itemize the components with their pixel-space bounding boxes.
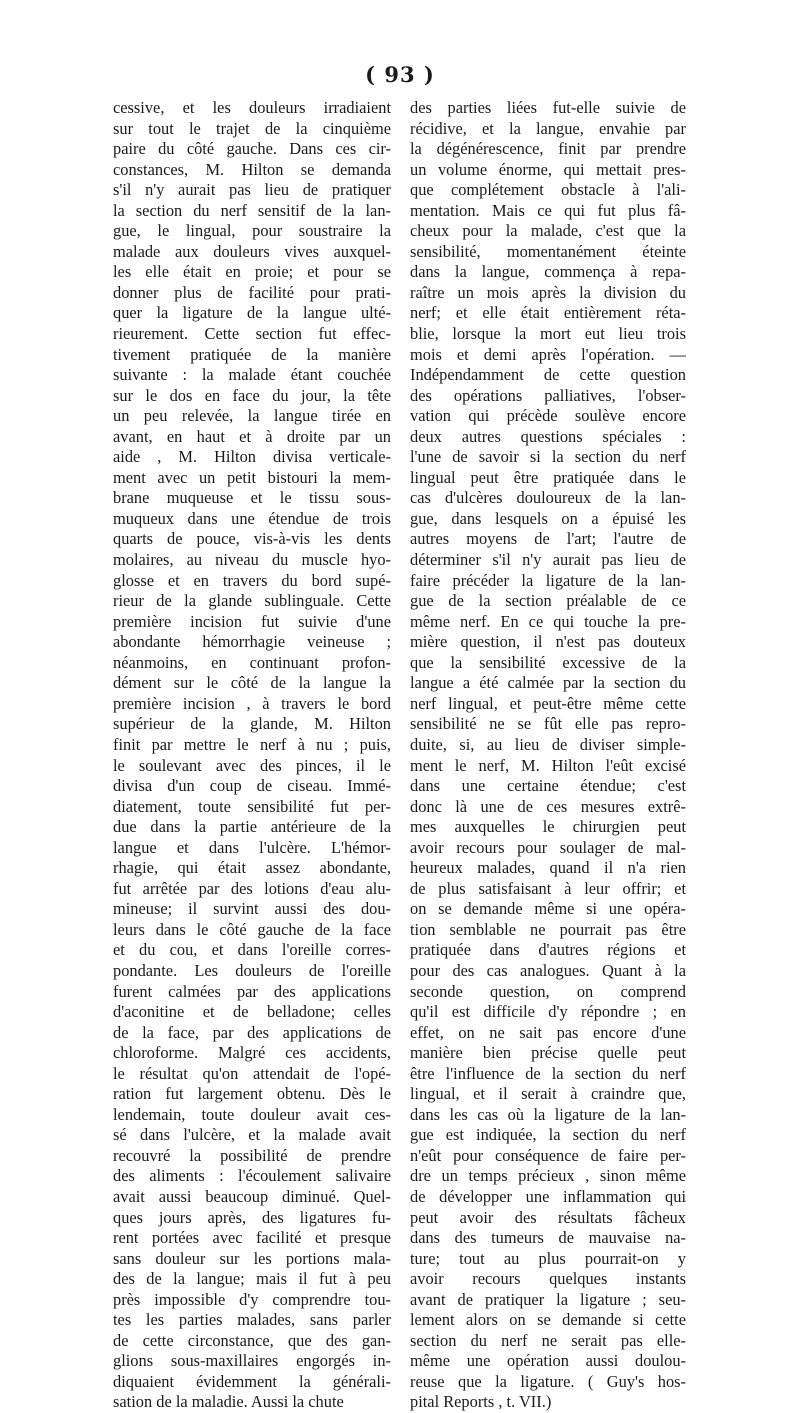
text-line: nerf; et elle était entièrement réta- — [410, 303, 686, 323]
text-line: vation qui précède soulève encore — [410, 406, 686, 426]
text-line: être l'influence de la section du nerf — [410, 1063, 686, 1083]
text-line: heureux malades, quand il n'a rien — [410, 858, 686, 878]
text-line: ture; tout au plus pourrait-on y — [410, 1248, 686, 1268]
text-line: muqueux dans une étendue de trois — [113, 508, 391, 528]
text-line: constances, M. Hilton se demanda — [113, 159, 391, 179]
text-line: rent portées avec facilité et presque — [113, 1228, 391, 1248]
text-line: brane muqueuse et le tissu sous- — [113, 488, 391, 508]
text-line: pour des cas analogues. Quant à la — [410, 960, 686, 980]
text-line: que la sensibilité excessive de la — [410, 652, 686, 672]
text-line: avant de pratiquer la ligature ; seu- — [410, 1289, 686, 1309]
text-line: mentation. Mais ce qui fut plus fâ- — [410, 200, 686, 220]
text-line: de développer une inflammation qui — [410, 1186, 686, 1206]
text-line: d'aconitine et de belladone; celles — [113, 1002, 391, 1022]
text-line: malade aux douleurs vives auxquel- — [113, 241, 391, 261]
text-line: première incision fut suivie d'une — [113, 611, 391, 631]
text-line: quarts de pouce, vis-à-vis les dents — [113, 529, 391, 549]
text-line: sé dans l'ulcère, et la malade avait — [113, 1125, 391, 1145]
text-line: deux autres questions spéciales : — [410, 426, 686, 446]
text-line: le résultat qu'on attendait de l'opé- — [113, 1063, 391, 1083]
text-line: dans les cas où la ligature de la lan- — [410, 1104, 686, 1124]
text-line: lement alors on se demande si cette — [410, 1310, 686, 1330]
text-line: de cette circonstance, que des gan- — [113, 1330, 391, 1350]
text-line: langue et dans l'ulcère. L'hémor- — [113, 837, 391, 857]
text-line: sation de la maladie. Aussi la chute — [113, 1392, 344, 1412]
text-line: leurs dans le côté gauche de la face — [113, 919, 391, 939]
text-line: avoir recours pour soulager de mal- — [410, 837, 686, 857]
text-line: dans une certaine étendue; c'est — [410, 776, 686, 796]
text-line: la section du nerf sensitif de la lan- — [113, 200, 391, 220]
text-line: mois et demi après l'opération. — — [410, 344, 686, 364]
text-line: paire du côté gauche. Dans ces cir- — [113, 139, 391, 159]
text-line: mineuse; il survint aussi des dou- — [113, 899, 391, 919]
text-line: récidive, et la langue, envahie par — [410, 118, 686, 138]
text-line: sur tout le trajet de la cinquième — [113, 118, 391, 138]
text-line: un volume énorme, qui mettait pres- — [410, 159, 686, 179]
text-line: ment avec un petit bistouri la mem- — [113, 467, 391, 487]
text-line: tes les parties malades, sans parler — [113, 1310, 391, 1330]
text-line: pondante. Les douleurs de l'oreille — [113, 960, 391, 980]
text-line: gue, dans lesquels on a épuisé les — [410, 508, 686, 528]
text-line: rieurement. Cette section fut effec- — [113, 324, 391, 344]
text-line: raître un mois après la division du — [410, 282, 686, 302]
text-line: des opérations palliatives, l'obser- — [410, 385, 686, 405]
text-line: diquaient évidemment la générali- — [113, 1371, 391, 1391]
text-line: un peu relevée, la langue tirée en — [113, 406, 391, 426]
text-line: cessive, et les douleurs irradiaient — [113, 98, 391, 117]
text-line: qu'il est difficile d'y répondre ; en — [410, 1002, 686, 1022]
text-line: dans la langue, commença à repa- — [410, 262, 686, 282]
text-line: même nerf. En ce qui touche la pre- — [410, 611, 686, 631]
text-line: la dégénérescence, finit par prendre — [410, 139, 686, 159]
text-line: rhagie, qui était assez abondante, — [113, 858, 391, 878]
text-line: s'il n'y aurait pas lieu de pratiquer — [113, 180, 391, 200]
text-line: lingual peut être pratiquée dans le — [410, 467, 686, 487]
text-line: déterminer s'il n'y aurait pas lieu de — [410, 550, 686, 570]
text-line: blie, lorsque la mort eut lieu trois — [410, 324, 686, 344]
text-line: n'eût pour conséquence de faire per- — [410, 1145, 686, 1165]
text-column-right — [410, 98, 686, 1413]
text-line: mes auxquelles le chirurgien peut — [410, 817, 686, 837]
text-line: mière question, il n'est pas douteux — [410, 632, 686, 652]
text-line: gue, le lingual, pour soustraire la — [113, 221, 391, 241]
text-line: que complétement obstacle à l'ali- — [410, 180, 686, 200]
text-line: de la face, par des applications de — [113, 1022, 391, 1042]
text-line: diatement, toute sensibilité fut per- — [113, 796, 391, 816]
text-line: des de la langue; mais il fut à peu — [113, 1269, 391, 1289]
text-line: dans des tumeurs de mauvaise na- — [410, 1228, 686, 1248]
text-line: pratiquée dans d'autres régions et — [410, 940, 686, 960]
text-line: gue de la section préalable de ce — [410, 591, 686, 611]
text-line: quer la ligature de la langue ulté- — [113, 303, 391, 323]
text-line: tion semblable ne pourrait pas être — [410, 919, 686, 939]
text-line: rieur de la glande sublinguale. Cette — [113, 591, 391, 611]
text-line: tivement pratiquée de la manière — [113, 344, 391, 364]
text-line: glions sous-maxillaires engorgés in- — [113, 1351, 391, 1371]
text-line: aide , M. Hilton divisa verticale- — [113, 447, 391, 467]
text-line: glosse et en travers du bord supé- — [113, 570, 391, 590]
text-line: même une opération aussi doulou- — [410, 1351, 686, 1371]
text-line: de plus satisfaisant à leur offrir; et — [410, 878, 686, 898]
text-line: avoir recours quelques instants — [410, 1269, 686, 1289]
text-line: effet, on ne sait pas encore d'une — [410, 1022, 686, 1042]
text-line: néanmoins, en continuant profon- — [113, 652, 391, 672]
text-line: divisa d'un coup de ciseau. Immé- — [113, 776, 391, 796]
text-line: ment le nerf, M. Hilton l'eût excisé — [410, 755, 686, 775]
text-line: autres moyens de l'art; l'autre de — [410, 529, 686, 549]
text-line: manière bien précise quelle peut — [410, 1043, 686, 1063]
text-line: première incision , à travers le bord — [113, 693, 391, 713]
text-line: cheux pour la malade, c'est que la — [410, 221, 686, 241]
text-line: suivante : la malade étant couchée — [113, 365, 391, 385]
text-line: recouvré la possibilité de prendre — [113, 1145, 391, 1165]
text-line: donner plus de facilité pour prati- — [113, 282, 391, 302]
text-line: gue est indiquée, la section du nerf — [410, 1125, 686, 1145]
text-line: molaires, au niveau du muscle hyo- — [113, 550, 391, 570]
text-line: dre un temps précieux , sinon même — [410, 1166, 686, 1186]
text-line: finit par mettre le nerf à nu ; puis, — [113, 734, 391, 754]
text-line: seconde question, on comprend — [410, 981, 686, 1001]
text-line: les elle était en proie; et pour se — [113, 262, 391, 282]
text-line: on se demande même si une opéra- — [410, 899, 686, 919]
text-line: l'une de savoir si la section du nerf — [410, 447, 686, 467]
text-line: cas d'ulcères douloureux de la lan- — [410, 488, 686, 508]
text-line: des aliments : l'écoulement salivaire — [113, 1166, 391, 1186]
text-line: près impossible d'y comprendre tou- — [113, 1289, 391, 1309]
text-line: dément sur le côté de la langue la — [113, 673, 391, 693]
text-line: ques jours après, des ligatures fu- — [113, 1207, 391, 1227]
text-line: pital Reports , t. VII.) — [410, 1392, 552, 1412]
text-line: des parties liées fut-elle suivie de — [410, 98, 686, 117]
text-line: duite, si, au lieu de diviser simple- — [410, 734, 686, 754]
text-line: abondante hémorrhagie veineuse ; — [113, 632, 391, 652]
text-line: lingual, et il serait à craindre que, — [410, 1084, 686, 1104]
text-line: ration fut largement obtenu. Dès le — [113, 1084, 391, 1104]
page-number: ( 93 ) — [365, 62, 435, 87]
text-line: lendemain, toute douleur avait ces- — [113, 1104, 391, 1124]
text-line: sur le dos en face du jour, la tête — [113, 385, 391, 405]
text-line: fut arrêtée par des lotions d'eau alu- — [113, 878, 391, 898]
text-column-left — [113, 98, 391, 1413]
text-line: supérieur de la glande, M. Hilton — [113, 714, 391, 734]
text-line: nerf lingual, et peut-être même cette — [410, 693, 686, 713]
text-line: chloroforme. Malgré ces accidents, — [113, 1043, 391, 1063]
text-line: Indépendamment de cette question — [410, 365, 686, 385]
text-line: langue a été calmée par la section du — [410, 673, 686, 693]
text-line: sensibilité, momentanément éteinte — [410, 241, 686, 261]
text-line: furent calmées par des applications — [113, 981, 391, 1001]
text-line: sans douleur sur les portions mala- — [113, 1248, 391, 1268]
text-line: due dans la partie antérieure de la — [113, 817, 391, 837]
text-line: et du cou, et dans l'oreille corres- — [113, 940, 391, 960]
text-line: section du nerf ne serait pas elle- — [410, 1330, 686, 1350]
text-line: avant, en haut et à droite par un — [113, 426, 391, 446]
text-line: sensibilité ne se fût elle pas repro- — [410, 714, 686, 734]
text-line: faire précéder la ligature de la lan- — [410, 570, 686, 590]
text-line: peut avoir des résultats fâcheux — [410, 1207, 686, 1227]
text-line: reuse que la ligature. ( Guy's hos- — [410, 1371, 686, 1391]
text-line: donc là une de ces mesures extrê- — [410, 796, 686, 816]
text-line: le soulevant avec des pinces, il le — [113, 755, 391, 775]
text-line: avait aussi beaucoup diminué. Quel- — [113, 1186, 391, 1206]
